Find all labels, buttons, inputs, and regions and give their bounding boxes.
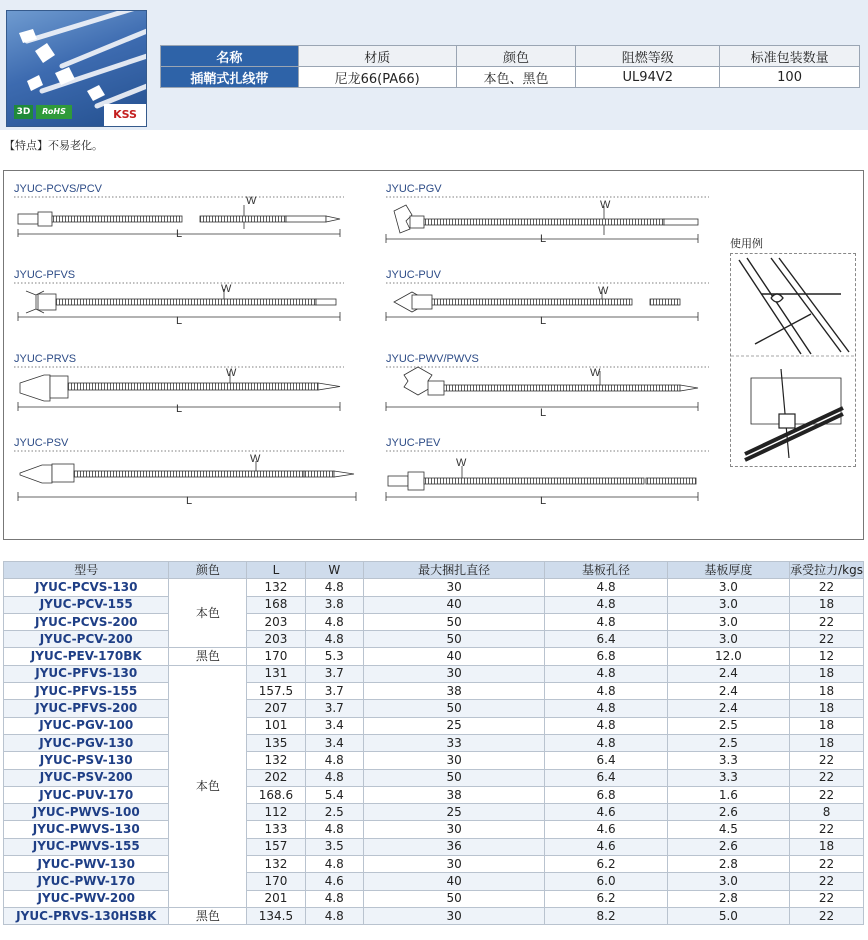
- dim-l-label: L: [540, 495, 547, 507]
- tensile-cell: 22: [790, 821, 864, 838]
- length-cell: 201: [247, 890, 305, 907]
- thickness-cell: 3.3: [667, 769, 789, 786]
- hole-diameter-cell: 8.2: [545, 907, 667, 924]
- model-cell: JYUC-PWVS-130: [4, 821, 169, 838]
- color-cell: 本色: [169, 665, 247, 907]
- hole-diameter-cell: 6.8: [545, 786, 667, 803]
- table-row: [4, 786, 864, 803]
- length-cell: 131: [247, 665, 305, 682]
- dim-w-label: W: [221, 283, 232, 295]
- table-row: [4, 717, 864, 734]
- thickness-cell: 2.5: [667, 717, 789, 734]
- table-row: [4, 804, 864, 821]
- table-row: [4, 700, 864, 717]
- model-cell: JYUC-PCVS-130: [4, 579, 169, 596]
- model-cell: JYUC-PFVS-130: [4, 665, 169, 682]
- model-cell: JYUC-PWV-200: [4, 890, 169, 907]
- tensile-cell: 22: [790, 890, 864, 907]
- thickness-cell: 3.3: [667, 752, 789, 769]
- model-cell: JYUC-PGV-130: [4, 734, 169, 751]
- model-cell: JYUC-PWV-170: [4, 873, 169, 890]
- spec-value-flame-rating: UL94V2: [576, 67, 720, 88]
- length-cell: 207: [247, 700, 305, 717]
- width-cell: 3.4: [305, 717, 363, 734]
- hole-diameter-cell: 4.8: [545, 596, 667, 613]
- width-cell: 4.8: [305, 769, 363, 786]
- dim-w-label: W: [590, 367, 601, 379]
- rohs-badge: RoHS: [36, 105, 72, 119]
- model-cell: JYUC-PWV-130: [4, 856, 169, 873]
- width-cell: 4.8: [305, 821, 363, 838]
- tensile-cell: 22: [790, 873, 864, 890]
- table-row: [4, 683, 864, 700]
- tensile-cell: 22: [790, 769, 864, 786]
- tensile-cell: 22: [790, 613, 864, 630]
- model-cell: JYUC-PRVS-130HSBK: [4, 907, 169, 924]
- table-row: [4, 890, 864, 907]
- width-cell: 5.4: [305, 786, 363, 803]
- max-diameter-cell: 25: [363, 804, 545, 821]
- thickness-cell: 2.5: [667, 734, 789, 751]
- drawing-box: [3, 170, 864, 540]
- dim-w-label: W: [598, 285, 609, 297]
- length-cell: 132: [247, 579, 305, 596]
- col-header-tensile-strength: 承受拉力/kgs: [790, 562, 864, 579]
- feature-text: 【特点】不易老化。: [4, 139, 103, 152]
- length-cell: 168.6: [247, 786, 305, 803]
- model-cell: JYUC-PFVS-200: [4, 700, 169, 717]
- cable-tie-drawings: [4, 171, 724, 539]
- hole-diameter-cell: 4.8: [545, 579, 667, 596]
- thickness-cell: 3.0: [667, 631, 789, 648]
- max-diameter-cell: 38: [363, 786, 545, 803]
- col-header-max-bundle-diameter: 最大捆扎直径: [363, 562, 545, 579]
- width-cell: 5.3: [305, 648, 363, 665]
- table-row: [4, 596, 864, 613]
- model-spec-table: [3, 561, 864, 925]
- thickness-cell: 3.0: [667, 873, 789, 890]
- table-row: [4, 734, 864, 751]
- part-title-pev: JYUC-PEV: [386, 437, 441, 449]
- hole-diameter-cell: 4.6: [545, 821, 667, 838]
- max-diameter-cell: 50: [363, 890, 545, 907]
- tensile-cell: 18: [790, 700, 864, 717]
- 3d-badge: 3D: [14, 105, 33, 119]
- model-cell: JYUC-PSV-200: [4, 769, 169, 786]
- width-cell: 4.8: [305, 907, 363, 924]
- spec-value-material: 尼龙66(PA66): [298, 67, 456, 88]
- color-cell: 黑色: [169, 907, 247, 924]
- dim-w-label: W: [456, 457, 467, 469]
- max-diameter-cell: 30: [363, 821, 545, 838]
- length-cell: 135: [247, 734, 305, 751]
- max-diameter-cell: 40: [363, 648, 545, 665]
- thickness-cell: 12.0: [667, 648, 789, 665]
- max-diameter-cell: 50: [363, 700, 545, 717]
- hole-diameter-cell: 6.4: [545, 769, 667, 786]
- part-title-pcvs-pcv: JYUC-PCVS/PCV: [14, 183, 103, 195]
- table-row: [4, 873, 864, 890]
- thickness-cell: 3.0: [667, 579, 789, 596]
- hole-diameter-cell: 4.8: [545, 683, 667, 700]
- spec-header-row: [161, 46, 860, 67]
- spec-header-flame-rating: 阻燃等级: [576, 46, 720, 67]
- table-row: [4, 821, 864, 838]
- hole-diameter-cell: 4.8: [545, 613, 667, 630]
- width-cell: 3.7: [305, 665, 363, 682]
- max-diameter-cell: 30: [363, 665, 545, 682]
- tensile-cell: 18: [790, 683, 864, 700]
- table-row: [4, 907, 864, 924]
- thickness-cell: 3.0: [667, 596, 789, 613]
- max-diameter-cell: 30: [363, 752, 545, 769]
- hole-diameter-cell: 4.8: [545, 700, 667, 717]
- col-header-model: 型号: [4, 562, 169, 579]
- col-header-panel-thickness: 基板厚度: [667, 562, 789, 579]
- max-diameter-cell: 50: [363, 613, 545, 630]
- hole-diameter-cell: 4.6: [545, 804, 667, 821]
- width-cell: 3.5: [305, 838, 363, 855]
- model-cell: JYUC-PWVS-100: [4, 804, 169, 821]
- dim-l-label: L: [176, 315, 183, 327]
- tensile-cell: 18: [790, 734, 864, 751]
- tensile-cell: 8: [790, 804, 864, 821]
- hole-diameter-cell: 6.2: [545, 856, 667, 873]
- table-row: [4, 838, 864, 855]
- hole-diameter-cell: 4.8: [545, 717, 667, 734]
- hole-diameter-cell: 6.2: [545, 890, 667, 907]
- table-row: [4, 579, 864, 596]
- model-cell: JYUC-PCV-200: [4, 631, 169, 648]
- thickness-cell: 2.4: [667, 700, 789, 717]
- col-header-color: 颜色: [169, 562, 247, 579]
- spec-header-color: 颜色: [456, 46, 576, 67]
- max-diameter-cell: 40: [363, 596, 545, 613]
- tie-drawing-pwv: [386, 367, 698, 411]
- hole-diameter-cell: 4.8: [545, 734, 667, 751]
- width-cell: 4.8: [305, 890, 363, 907]
- hole-diameter-cell: 6.0: [545, 873, 667, 890]
- table-row: [4, 665, 864, 682]
- table-row: [4, 752, 864, 769]
- spec-header-package-qty: 标准包装数量: [720, 46, 860, 67]
- dim-l-label: L: [176, 228, 183, 240]
- model-cell: JYUC-PGV-100: [4, 717, 169, 734]
- tensile-cell: 22: [790, 752, 864, 769]
- part-title-pfvs: JYUC-PFVS: [14, 269, 76, 281]
- model-cell: JYUC-PWVS-155: [4, 838, 169, 855]
- color-cell: 本色: [169, 579, 247, 648]
- width-cell: 4.8: [305, 856, 363, 873]
- model-cell: JYUC-PEV-170BK: [4, 648, 169, 665]
- width-cell: 4.8: [305, 613, 363, 630]
- length-cell: 203: [247, 613, 305, 630]
- model-cell: JYUC-PSV-130: [4, 752, 169, 769]
- dim-l-label: L: [540, 407, 547, 419]
- spec-header-material: 材质: [298, 46, 456, 67]
- hole-diameter-cell: 6.4: [545, 631, 667, 648]
- thickness-cell: 1.6: [667, 786, 789, 803]
- max-diameter-cell: 40: [363, 873, 545, 890]
- tensile-cell: 18: [790, 665, 864, 682]
- dim-l-label: L: [540, 315, 547, 327]
- dim-w-label: W: [226, 367, 237, 379]
- length-cell: 202: [247, 769, 305, 786]
- length-cell: 132: [247, 752, 305, 769]
- max-diameter-cell: 38: [363, 683, 545, 700]
- length-cell: 203: [247, 631, 305, 648]
- part-title-pgv: JYUC-PGV: [386, 183, 442, 195]
- max-diameter-cell: 30: [363, 579, 545, 596]
- tensile-cell: 22: [790, 786, 864, 803]
- dim-w-label: W: [250, 453, 261, 465]
- kss-brand-badge: KSS: [104, 104, 146, 126]
- dim-l-label: L: [176, 403, 183, 415]
- tensile-cell: 22: [790, 856, 864, 873]
- dim-w-label: W: [246, 195, 257, 207]
- max-diameter-cell: 25: [363, 717, 545, 734]
- model-cell: JYUC-PCV-155: [4, 596, 169, 613]
- max-diameter-cell: 30: [363, 907, 545, 924]
- thickness-cell: 2.6: [667, 804, 789, 821]
- tensile-cell: 18: [790, 838, 864, 855]
- length-cell: 112: [247, 804, 305, 821]
- length-cell: 170: [247, 873, 305, 890]
- table-row: [4, 631, 864, 648]
- tensile-cell: 22: [790, 579, 864, 596]
- thickness-cell: 2.4: [667, 683, 789, 700]
- usage-example-frame: [730, 253, 856, 467]
- table-row: [4, 613, 864, 630]
- spec-value-color: 本色、黑色: [456, 67, 576, 88]
- length-cell: 168: [247, 596, 305, 613]
- dim-l-label: L: [186, 495, 193, 507]
- length-cell: 132: [247, 856, 305, 873]
- width-cell: 4.8: [305, 631, 363, 648]
- table-header-row: [4, 562, 864, 579]
- spec-table: [160, 45, 860, 88]
- length-cell: 157: [247, 838, 305, 855]
- max-diameter-cell: 36: [363, 838, 545, 855]
- hole-diameter-cell: 6.4: [545, 752, 667, 769]
- color-cell: 黑色: [169, 648, 247, 665]
- table-row: [4, 769, 864, 786]
- length-cell: 101: [247, 717, 305, 734]
- thickness-cell: 4.5: [667, 821, 789, 838]
- width-cell: 4.6: [305, 873, 363, 890]
- col-header-length: L: [247, 562, 305, 579]
- part-title-psv: JYUC-PSV: [14, 437, 69, 449]
- length-cell: 170: [247, 648, 305, 665]
- max-diameter-cell: 30: [363, 856, 545, 873]
- width-cell: 4.8: [305, 752, 363, 769]
- part-title-prvs: JYUC-PRVS: [14, 353, 77, 365]
- thickness-cell: 2.6: [667, 838, 789, 855]
- model-cell: JYUC-PCVS-200: [4, 613, 169, 630]
- col-header-width: W: [305, 562, 363, 579]
- thickness-cell: 5.0: [667, 907, 789, 924]
- dim-l-label: L: [540, 233, 547, 245]
- max-diameter-cell: 50: [363, 631, 545, 648]
- width-cell: 3.7: [305, 700, 363, 717]
- thickness-cell: 3.0: [667, 613, 789, 630]
- thickness-cell: 2.8: [667, 856, 789, 873]
- hole-diameter-cell: 4.6: [545, 838, 667, 855]
- table-row: [4, 648, 864, 665]
- max-diameter-cell: 33: [363, 734, 545, 751]
- model-cell: JYUC-PFVS-155: [4, 683, 169, 700]
- thickness-cell: 2.4: [667, 665, 789, 682]
- dim-w-label: W: [600, 199, 611, 211]
- spec-value-name: 插鞘式扎线带: [161, 67, 299, 88]
- hole-diameter-cell: 4.8: [545, 665, 667, 682]
- width-cell: 3.4: [305, 734, 363, 751]
- tensile-cell: 22: [790, 631, 864, 648]
- width-cell: 4.8: [305, 579, 363, 596]
- width-cell: 3.8: [305, 596, 363, 613]
- tensile-cell: 18: [790, 717, 864, 734]
- usage-example-title: 使用例: [730, 237, 763, 250]
- usage-example-illustration: [731, 254, 855, 466]
- table-row: [4, 856, 864, 873]
- part-title-puv: JYUC-PUV: [386, 269, 442, 281]
- max-diameter-cell: 50: [363, 769, 545, 786]
- tensile-cell: 18: [790, 596, 864, 613]
- part-title-pwv-pwvs: JYUC-PWV/PWVS: [386, 353, 479, 365]
- col-header-hole-diameter: 基板孔径: [545, 562, 667, 579]
- length-cell: 133: [247, 821, 305, 838]
- hole-diameter-cell: 6.8: [545, 648, 667, 665]
- spec-value-package-qty: 100: [720, 67, 860, 88]
- thickness-cell: 2.8: [667, 890, 789, 907]
- spec-value-row: [161, 67, 860, 88]
- width-cell: 2.5: [305, 804, 363, 821]
- tensile-cell: 22: [790, 907, 864, 924]
- product-photo: [6, 10, 147, 127]
- model-cell: JYUC-PUV-170: [4, 786, 169, 803]
- spec-header-name: 名称: [161, 46, 299, 67]
- tensile-cell: 12: [790, 648, 864, 665]
- length-cell: 157.5: [247, 683, 305, 700]
- width-cell: 3.7: [305, 683, 363, 700]
- length-cell: 134.5: [247, 907, 305, 924]
